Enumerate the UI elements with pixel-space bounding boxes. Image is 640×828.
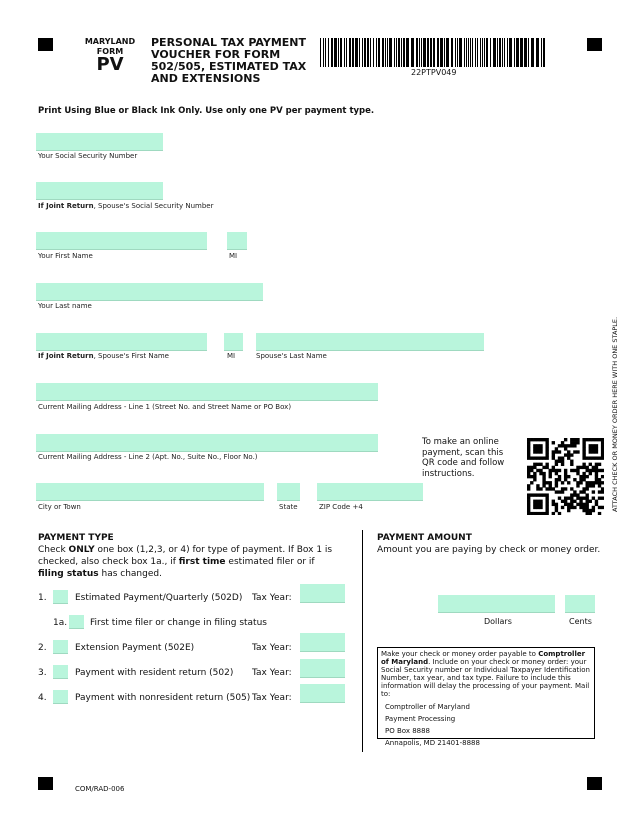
- form-identifier: [80, 37, 140, 73]
- row-3-label: Payment with resident return (502): [75, 668, 234, 678]
- registration-mark-bottom-right: [587, 777, 602, 790]
- row-4-tax-year-label: Tax Year:: [252, 693, 292, 703]
- barcode: [320, 38, 548, 67]
- maryland-label: MARYLAND: [84, 37, 136, 46]
- spouse-first-name-field[interactable]: [36, 333, 207, 351]
- city-field[interactable]: [36, 483, 264, 501]
- staple-instruction: ATTACH CHECK OR MONEY ORDER HERE WITH ONE STAPLE.: [611, 316, 619, 512]
- registration-mark-bottom-left: [38, 777, 53, 790]
- spouse-last-name-field[interactable]: [256, 333, 484, 351]
- state-field[interactable]: [277, 483, 300, 501]
- row-1a-number: 1a.: [53, 618, 68, 628]
- form-label: FORM: [96, 47, 124, 56]
- mi-field[interactable]: [227, 232, 247, 250]
- spouse-last-name-label: Spouse's Last Name: [256, 352, 327, 360]
- ssn-field[interactable]: [36, 133, 163, 151]
- footer-code: COM/RAD-006: [75, 785, 125, 793]
- row-1-tax-year-label: Tax Year:: [252, 593, 292, 603]
- row-1-number: 1.: [38, 593, 47, 603]
- row-2-number: 2.: [38, 643, 47, 653]
- mailing-address: Comptroller of Maryland Payment Processing PO Box 8888 Annapolis, MD 21401-8888: [385, 703, 480, 747]
- last-name-label: Your Last name: [38, 302, 92, 310]
- payment-amount-title: PAYMENT AMOUNT: [377, 533, 472, 543]
- form-code: PV: [96, 54, 124, 75]
- mailing-instructions: [377, 647, 595, 747]
- row-1-label: Estimated Payment/Quarterly (502D): [75, 593, 243, 603]
- row-3-tax-year-label: Tax Year:: [252, 668, 292, 678]
- barcode-text: 22PTPV049: [411, 68, 457, 77]
- qr-code: [527, 438, 604, 515]
- checkbox-1a[interactable]: [69, 615, 84, 629]
- tax-year-2-field[interactable]: [300, 633, 345, 652]
- tax-year-3-field[interactable]: [300, 659, 345, 678]
- qr-instructions: To make an online payment, scan this QR code and follow instructions.: [422, 437, 505, 479]
- mailing-text: Make your check or money order payable to Comptroller of Maryland. Include on your check or money order: your Social Security number or Individual Taxpayer Identification Number, tax year, and tax type. Failure to include this information will delay the processing of your payment. Mail to:: [381, 650, 590, 698]
- row-3-number: 3.: [38, 668, 47, 678]
- row-4-number: 4.: [38, 693, 47, 703]
- address-line1-label: Current Mailing Address - Line 1 (Street No. and Street Name or PO Box): [38, 403, 292, 411]
- spouse-mi-field[interactable]: [224, 333, 243, 351]
- spouse-first-name-label: If Joint Return, Spouse's First Name: [38, 352, 169, 360]
- row-1a-label: First time filer or change in filing status: [90, 618, 267, 628]
- zip-field[interactable]: [317, 483, 423, 501]
- row-2-tax-year-label: Tax Year:: [252, 643, 292, 653]
- form-title: PERSONAL TAX PAYMENT VOUCHER FOR FORM 502/505, ESTIMATED TAX AND EXTENSIONS: [151, 36, 307, 85]
- address-line1-field[interactable]: [36, 383, 378, 401]
- address-line2-label: Current Mailing Address - Line 2 (Apt. No., Suite No., Floor No.): [38, 453, 258, 461]
- row-4-label: Payment with nonresident return (505): [75, 693, 251, 703]
- tax-year-1-field[interactable]: [300, 584, 345, 603]
- checkbox-3[interactable]: [53, 665, 68, 679]
- cents-field[interactable]: [565, 595, 595, 613]
- city-label: City or Town: [38, 503, 81, 511]
- state-label: State: [279, 503, 298, 511]
- section-divider: [362, 530, 363, 752]
- zip-label: ZIP Code +4: [319, 503, 363, 511]
- payment-amount-description: Amount you are paying by check or money order.: [377, 545, 601, 555]
- dollars-label: Dollars: [484, 617, 512, 626]
- spouse-ssn-field[interactable]: [36, 182, 163, 200]
- payment-type-title: PAYMENT TYPE: [38, 533, 114, 543]
- dollars-field[interactable]: [438, 595, 555, 613]
- registration-mark-top-right: [587, 38, 602, 51]
- checkbox-2[interactable]: [53, 640, 68, 654]
- mi-label: MI: [229, 252, 238, 260]
- row-2-label: Extension Payment (502E): [75, 643, 195, 653]
- registration-mark-top-left: [38, 38, 53, 51]
- checkbox-1[interactable]: [53, 590, 68, 604]
- payment-type-description: Check ONLY one box (1,2,3, or 4) for type of payment. If Box 1 is checked, also check box 1a., if first time estimated filer or if filing status has changed.: [38, 545, 333, 579]
- spouse-ssn-label: If Joint Return, Spouse's Social Security Number: [38, 202, 214, 210]
- first-name-field[interactable]: [36, 232, 207, 250]
- address-line2-field[interactable]: [36, 434, 378, 452]
- cents-label: Cents: [569, 617, 592, 626]
- spouse-mi-label: MI: [227, 352, 236, 360]
- ink-instructions: Print Using Blue or Black Ink Only. Use only one PV per payment type.: [38, 106, 375, 116]
- ssn-label: Your Social Security Number: [38, 152, 138, 160]
- first-name-label: Your First Name: [38, 252, 93, 260]
- last-name-field[interactable]: [36, 283, 263, 301]
- tax-year-4-field[interactable]: [300, 684, 345, 703]
- checkbox-4[interactable]: [53, 690, 68, 704]
